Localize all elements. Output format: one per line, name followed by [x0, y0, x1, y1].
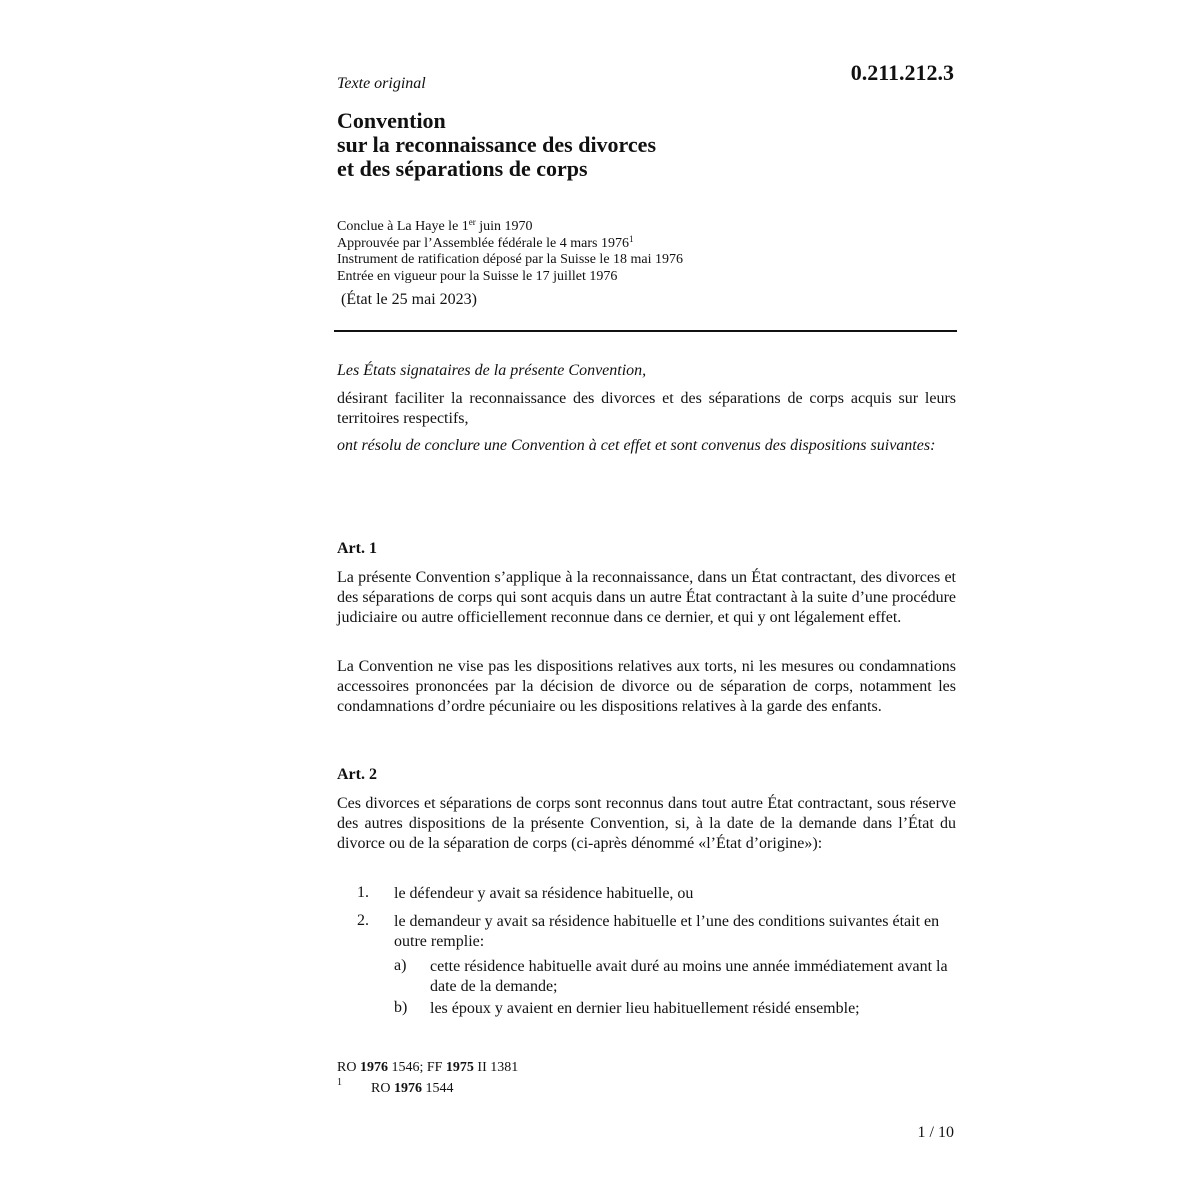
sub-item-letter: b): [394, 999, 408, 1016]
approval-date: Approuvée par l’Assemblée fédérale le 4 mars 1976$^1$: [337, 233, 634, 251]
sr-number: 0.211.212.3: [850, 60, 954, 85]
article-heading: Art. 2: [337, 766, 377, 783]
sub-item-text: les époux y avaient en dernier lieu habituellement résidé ensemble;: [430, 1000, 860, 1017]
sub-item-letter: a): [394, 957, 407, 974]
list-item-text: le demandeur y avait sa résidence habituelle et l’une des conditions suivantes était en outre remplie:: [394, 913, 940, 950]
sub-item-text: cette résidence habituelle avait duré au moins une année immédiatement avant la date de la demande;: [430, 958, 948, 995]
footnote-mark: 1: [337, 1077, 342, 1088]
preamble-intro: Les États signataires de la présente Convention,: [337, 362, 647, 379]
article-paragraph: La présente Convention s’applique à la reconnaissance, dans un État contractant, des divorces et des séparations de corps qui sont acquis dans un autre État contractant à la suite d’une procédure judiciaire ou autre officiellement reconnue dans ce dernier, et qui y ont légalement effet.: [337, 569, 956, 626]
footnote-ref[interactable]: 1: [628, 233, 634, 244]
ratification-date: Instrument de ratification déposé par la Suisse le 18 mai 1976: [337, 252, 684, 267]
title-line: Convention: [337, 108, 446, 133]
entry-into-force-date: Entrée en vigueur pour la Suisse le 17 juillet 1976: [337, 268, 618, 284]
header-divider: [334, 330, 957, 332]
article-paragraph: La Convention ne vise pas les dispositions relatives aux torts, ni les mesures ou condamnations accessoires prononcées par la décision de divorce ou de séparation de corps, notamment les condamnations d’ordre pécuniaire ou les dispositions relatives à la garde des enfants.: [337, 658, 956, 715]
title-line: et des séparations de corps: [337, 156, 588, 181]
article-paragraph: Ces divorces et séparations de corps sont reconnus dans tout autre État contractant, sous réserve des autres dispositions de la présente Convention, si, à la date de la demande dans l’État du divorce ou de la séparation de corps (ci-après dénommé «l’État d’origine»):: [337, 795, 956, 852]
status-date: (État le 25 mai 2023): [341, 291, 477, 308]
page-number: 1 / 10: [917, 1124, 954, 1141]
publication-reference: RO 1976 1546; FF 1975 II 1381: [337, 1060, 519, 1075]
document-metadata: [337, 219, 956, 285]
preamble-desire: désirant faciliter la reconnaissance des divorces et des séparations de corps acquis sur leurs territoires respectifs,: [337, 390, 956, 427]
document-title: [337, 109, 956, 181]
article-heading: Art. 1: [337, 540, 377, 557]
list-item-number: 2.: [357, 912, 369, 929]
preamble-resolution: ont résolu de conclure une Convention à cet effet et sont convenus des dispositions suivantes:: [337, 437, 936, 454]
list-item-number: 1.: [357, 884, 369, 901]
concluded-date: Conclue à La Haye le 1er juin 1970: [337, 217, 533, 234]
original-text-label: Texte original: [337, 75, 426, 92]
footnote-text: RO 1976 1544: [371, 1081, 454, 1096]
title-line: sur la reconnaissance des divorces: [337, 132, 657, 157]
list-item-text: le défendeur y avait sa résidence habituelle, ou: [394, 885, 694, 902]
